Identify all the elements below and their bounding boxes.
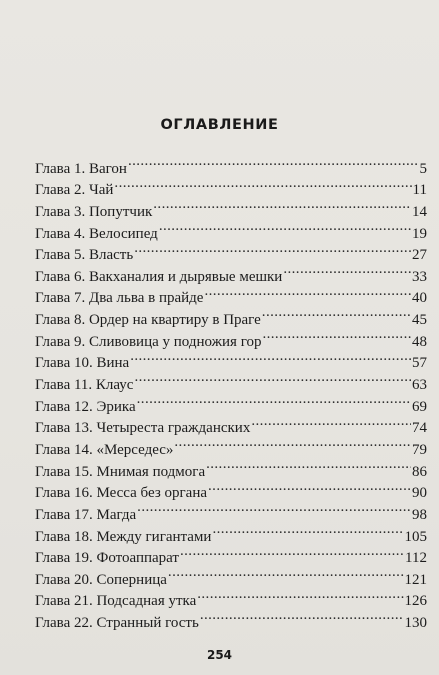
dot-leader bbox=[114, 173, 411, 195]
toc-entry-title: Глава 3. Попутчик bbox=[35, 203, 153, 220]
dot-leader bbox=[200, 605, 404, 627]
dot-leader bbox=[204, 281, 411, 303]
toc-entry-page: 98 bbox=[412, 506, 427, 523]
toc-entry-page: 105 bbox=[404, 528, 427, 545]
toc-entry-title: Глава 17. Магда bbox=[35, 506, 137, 523]
dot-leader bbox=[174, 432, 411, 454]
page-title: ОГЛАВЛЕНИЕ bbox=[160, 117, 279, 133]
toc-entry-page: 112 bbox=[405, 550, 427, 567]
dot-leader bbox=[212, 519, 403, 541]
dot-leader bbox=[180, 541, 404, 563]
toc-entry-title: Глава 22. Странный гость bbox=[35, 615, 199, 632]
toc-entry-title: Глава 16. Месса без органа bbox=[35, 485, 208, 502]
toc-entry-page: 126 bbox=[404, 593, 427, 610]
dot-leader bbox=[153, 194, 411, 216]
toc-entry-title: Глава 1. Вагон bbox=[35, 160, 127, 177]
toc-entry-title: Глава 6. Вакханалия и дырявые мешки bbox=[35, 268, 283, 285]
page-number: 254 bbox=[206, 648, 233, 662]
toc-entry-title: Глава 8. Ордер на квартиру в Праге bbox=[35, 312, 261, 329]
dot-leader bbox=[283, 259, 411, 281]
dot-leader bbox=[137, 497, 411, 519]
toc-entry-title: Глава 20. Соперница bbox=[35, 571, 167, 588]
toc-entry-title: Глава 10. Вина bbox=[35, 355, 130, 372]
toc-entry-page: 63 bbox=[412, 377, 427, 394]
toc-entry-title: Глава 14. «Мерседес» bbox=[35, 441, 174, 458]
dot-leader bbox=[137, 389, 411, 411]
dot-leader bbox=[134, 238, 411, 260]
toc-entry-page: 130 bbox=[404, 615, 427, 632]
toc-entry-title: Глава 9. Сливовица у подножия гор bbox=[35, 333, 262, 350]
toc-entry-page: 19 bbox=[412, 225, 427, 242]
toc-entry-page: 57 bbox=[412, 355, 427, 372]
toc-entry-page: 121 bbox=[404, 571, 427, 588]
toc-entry-title: Глава 12. Эрика bbox=[35, 398, 136, 415]
table-of-contents bbox=[35, 151, 427, 632]
toc-entry-page: 45 bbox=[412, 312, 427, 329]
dot-leader bbox=[128, 151, 419, 173]
toc-entry-page: 27 bbox=[412, 247, 427, 264]
dot-leader bbox=[168, 562, 404, 584]
dot-leader bbox=[206, 454, 411, 476]
toc-entry-page: 5 bbox=[419, 160, 427, 177]
toc-entry-page: 79 bbox=[412, 441, 427, 458]
dot-leader bbox=[262, 324, 411, 346]
toc-entry-title: Глава 21. Подсадная утка bbox=[35, 593, 197, 610]
toc-entry-page: 14 bbox=[412, 203, 427, 220]
toc-entry-title: Глава 4. Велосипед bbox=[35, 225, 158, 242]
toc-entry-page: 11 bbox=[412, 182, 427, 199]
dot-leader bbox=[197, 584, 403, 606]
toc-entry-page: 90 bbox=[412, 485, 427, 502]
toc-entry-title: Глава 11. Клаус bbox=[35, 377, 134, 394]
dot-leader bbox=[208, 476, 411, 498]
dot-leader bbox=[251, 411, 411, 433]
toc-entry-page: 69 bbox=[412, 398, 427, 415]
toc-entry-title: Глава 2. Чай bbox=[35, 182, 114, 199]
toc-entry-title: Глава 15. Мнимая подмога bbox=[35, 463, 206, 480]
toc-entry-page: 33 bbox=[412, 268, 427, 285]
toc-entry-title: Глава 5. Власть bbox=[35, 247, 134, 264]
toc-entry bbox=[35, 151, 427, 177]
toc-entry-page: 48 bbox=[412, 333, 427, 350]
dot-leader bbox=[159, 216, 411, 238]
toc-entry-page: 74 bbox=[412, 420, 427, 437]
toc-entry-title: Глава 19. Фотоаппарат bbox=[35, 550, 179, 567]
dot-leader bbox=[134, 367, 411, 389]
toc-entry-title: Глава 18. Между гигантами bbox=[35, 528, 212, 545]
toc-entry-page: 86 bbox=[412, 463, 427, 480]
toc-entry-page: 40 bbox=[412, 290, 427, 307]
toc-entry-title: Глава 13. Четыреста гражданских bbox=[35, 420, 251, 437]
toc-entry-title: Глава 7. Два льва в прайде bbox=[35, 290, 204, 307]
dot-leader bbox=[130, 346, 411, 368]
dot-leader bbox=[262, 302, 411, 324]
